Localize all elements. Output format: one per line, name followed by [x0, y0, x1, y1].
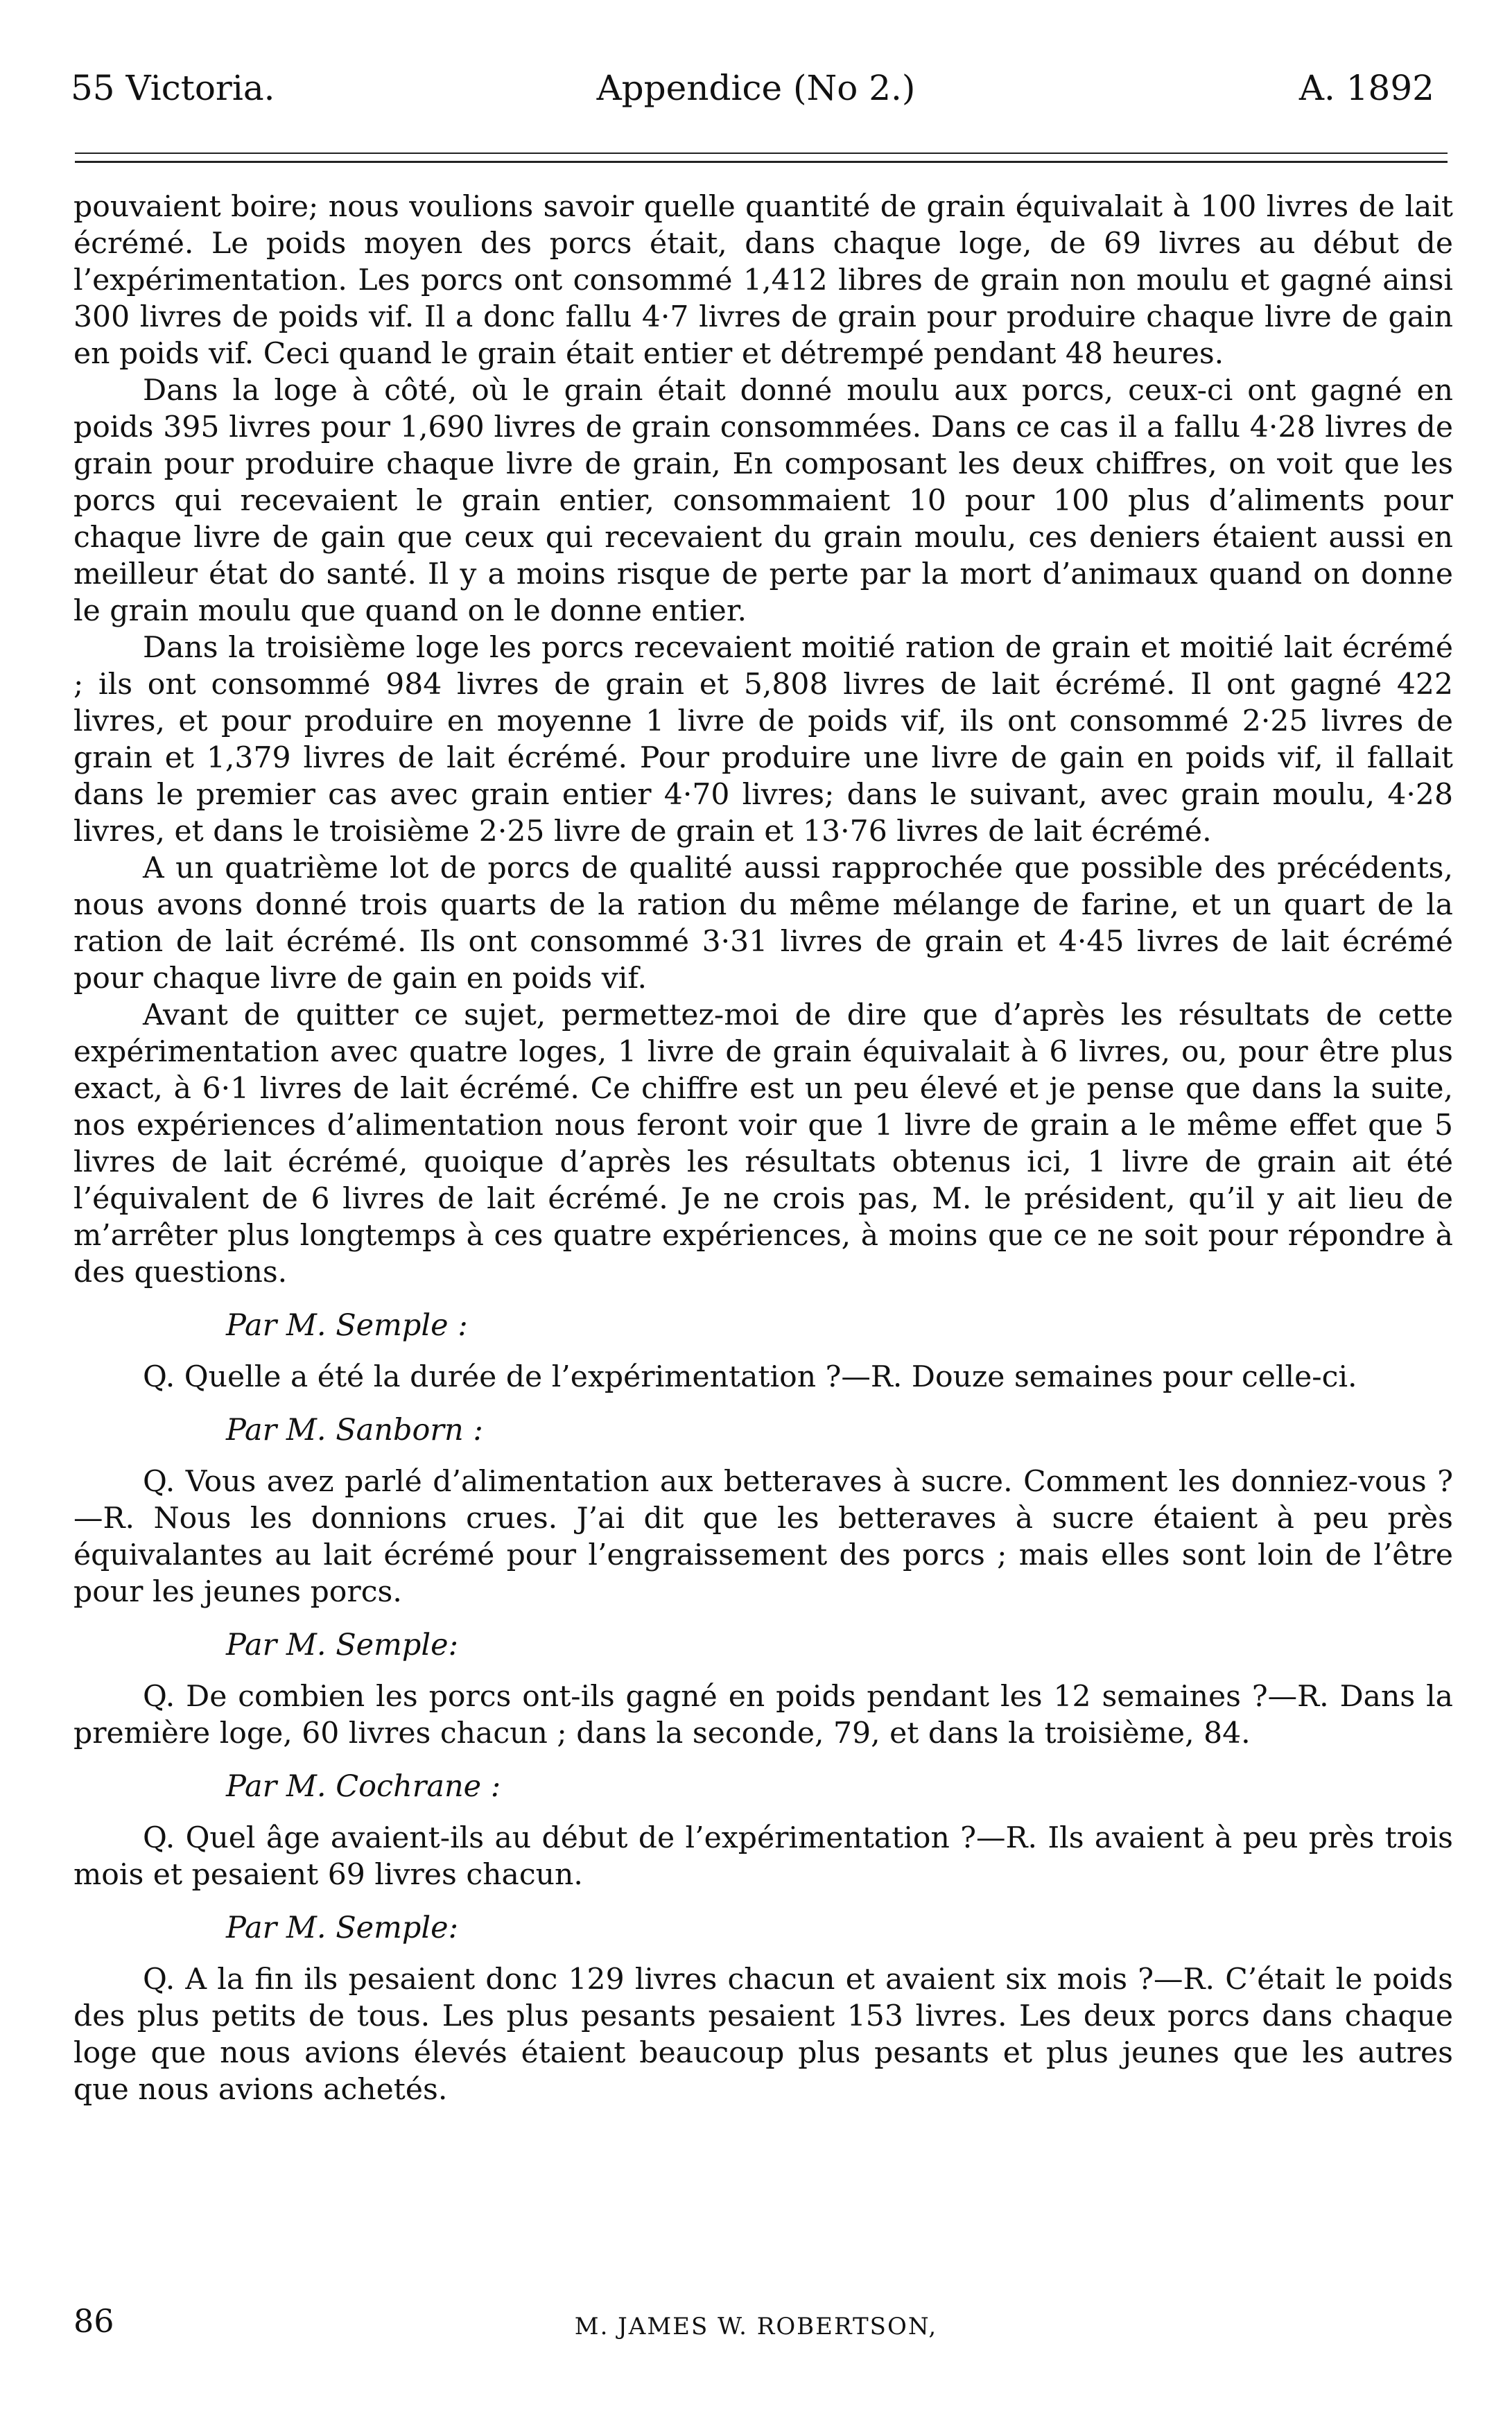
speaker-heading: Par M. Cochrane :	[226, 1769, 501, 1804]
page-footer	[69, 2300, 1443, 2349]
header-year: A. 1892	[1298, 68, 1434, 108]
footer-author: M. JAMES W. ROBERTSON,	[574, 2313, 938, 2340]
paragraph: A un quatrième lot de porcs de qualité aussi rapprochée que possible des précédents, nous avons donné trois quarts de la ration du même mélange de farine, et un quart de la ration de lait écrémé. Ils ont consommé 3·31 livres de grain et 4·45 livres de lait écrémé pour chaque livre de gain en poids vif.	[73, 851, 1453, 996]
speaker-heading: Par M. Semple:	[226, 1911, 459, 1945]
page-number: 86	[73, 2302, 114, 2340]
body-text	[73, 189, 1453, 2117]
paragraph-continued: pouvaient boire; nous voulions savoir quelle quantité de grain équivalait à 100 livres de lait écrémé. Le poids moyen des porcs était, dans chaque loge, de 69 livres au début de l’expérimentation. Les porcs ont consommé 1,412 libres de grain non moulu et gagné ainsi 300 livres de poids vif. Il a donc fallu 4·7 livres de grain pour produire chaque livre de gain en poids vif. Ceci quand le grain était entier et détrempé pendant 48 heures.	[73, 190, 1453, 371]
question-answer: Q. A la fin ils pesaient donc 129 livres chacun et avaient six mois ?—R. C’était le poids des plus petits de tous. Les plus pesants pesaient 153 livres. Les deux porcs dans chaque loge que nous avions élevés étaient beaucoup plus pesants et plus jeunes que les autres que nous avions achetés.	[73, 1963, 1453, 2107]
paragraph: Avant de quitter ce sujet, permettez-moi de dire que d’après les résultats de cette expérimentation avec quatre loges, 1 livre de grain équivalait à 6 livres, ou, pour être plus exact, à 6·1 livres de lait écrémé. Ce chiffre est un peu élevé et je pense que dans la suite, nos expériences d’alimentation nous feront voir que 1 livre de grain a le même effet que 5 livres de lait écrémé, quoique d’après les résultats obtenus ici, 1 livre de grain ait été l’équivalent de 6 livres de lait écrémé. Je ne crois pas, M. le président, qu’il y ait lieu de m’arrêter plus longtemps à ces quatre expériences, à moins que ce ne soit pour répondre à des questions.	[73, 998, 1453, 1289]
header-rule-top	[75, 153, 1448, 154]
paragraph: Dans la loge à côté, où le grain était donné moulu aux porcs, ceux-ci ont gagné en poids 395 livres pour 1,690 livres de grain consommées. Dans ce cas il a fallu 4·28 livres de grain pour produire chaque livre de grain, En composant les deux chiffres, on voit que les porcs qui recevaient le grain entier, consommaient 10 pour 100 plus d’aliments pour chaque livre de gain que ceux qui recevaient du grain moulu, ces deniers étaient aussi en meilleur état do santé. Il y a moins risque de perte par la mort d’animaux quand on donne le grain moulu que quand on le donne entier.	[73, 374, 1453, 628]
speaker-heading: Par M. Semple:	[226, 1628, 459, 1662]
paragraph: Dans la troisième loge les porcs recevaient moitié ration de grain et moitié lait écrémé ; ils ont consommé 984 livres de grain et 5,808 livres de lait écrémé. Il ont gagné 422 livres, et pour produire en moyenne 1 livre de poids vif, ils ont consommé 2·25 livres de grain et 1,379 livres de lait écrémé. Pour produire une livre de gain en poids vif, il fallait dans le premier cas avec grain entier 4·70 livres; dans le suivant, avec grain moulu, 4·28 livres, et dans le troisième 2·25 livre de grain et 13·76 livres de lait écrémé.	[73, 631, 1453, 849]
question-answer: Q. Vous avez parlé d’alimentation aux betteraves à sucre. Comment les donniez-vous ?—R. Nous les donnions crues. J’ai dit que les betteraves à sucre étaient à peu près équivalantes au lait écrémé pour l’engraissement des porcs ; mais elles sont loin de l’être pour les jeunes porcs.	[73, 1465, 1453, 1609]
running-header	[69, 64, 1443, 112]
question-answer: Q. Quelle a été la durée de l’expérimentation ?—R. Douze semaines pour celle-ci.	[143, 1360, 1357, 1394]
speaker-heading: Par M. Sanborn :	[226, 1413, 483, 1448]
header-rule-bottom	[75, 161, 1448, 163]
header-appendix: Appendice (No 2.)	[596, 68, 916, 108]
question-answer: Q. De combien les porcs ont-ils gagné en poids pendant les 12 semaines ?—R. Dans la première loge, 60 livres chacun ; dans la seconde, 79, et dans la troisième, 84.	[73, 1680, 1453, 1750]
question-answer: Q. Quel âge avaient-ils au début de l’expérimentation ?—R. Ils avaient à peu près trois mois et pesaient 69 livres chacun.	[73, 1821, 1453, 1892]
header-session: 55 Victoria.	[71, 68, 275, 108]
speaker-heading: Par M. Semple :	[226, 1308, 468, 1343]
